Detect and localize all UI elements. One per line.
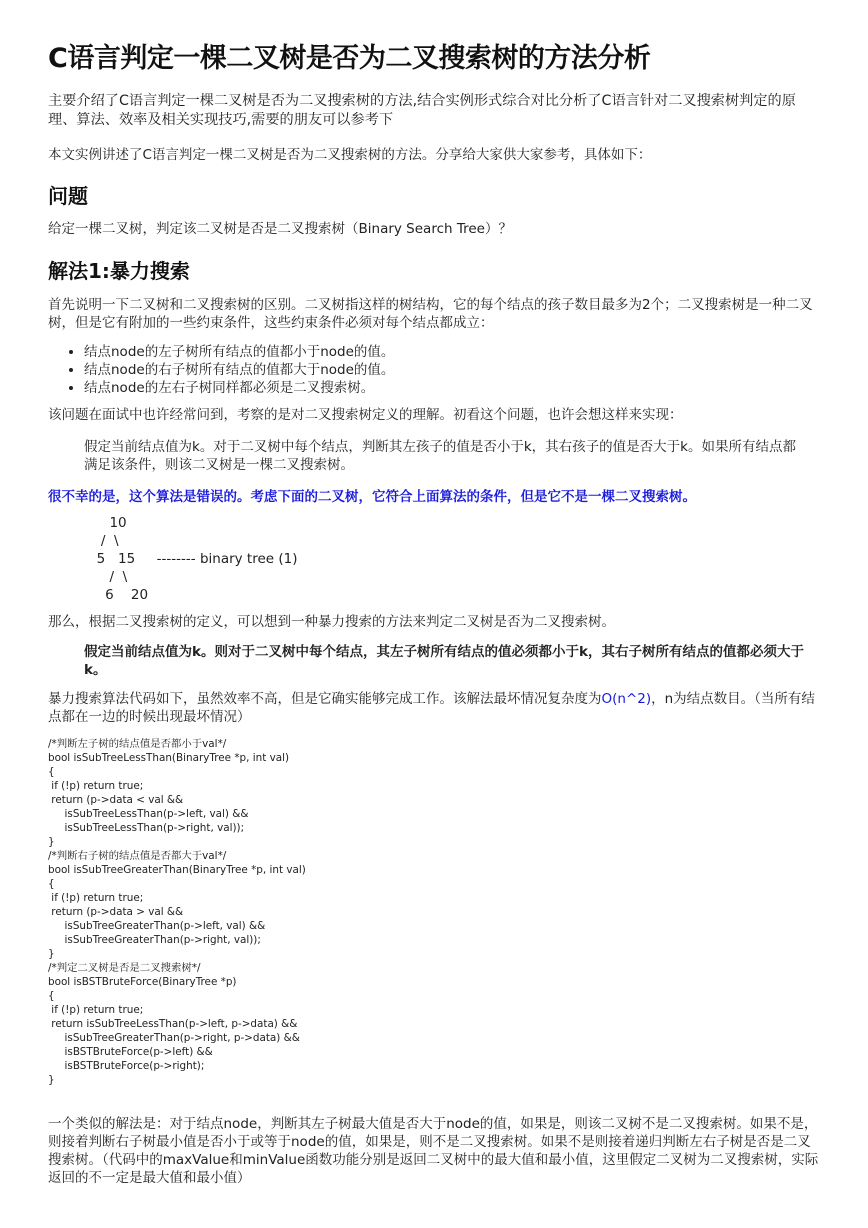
binary-tree-diagram: 10 / \ 5 15 -------- binary tree (1) / \ 6 20 — [96, 515, 298, 603]
problem-text: 给定一棵二叉树，判定该二叉树是否是二叉搜索树（Binary Search Tree）？ — [48, 221, 512, 237]
blockquote-brute-force-definition: 假定当前结点值为k。则对于二叉树中每个结点，其左子树所有结点的值必须都小于k，其右子树所有结点的值都必须大于k。 — [84, 644, 804, 678]
list-item: • 结点node的左右子树同样都必须是二叉搜索树。 — [84, 379, 394, 397]
article-intro: 本文实例讲述了C语言判定一棵二叉树是否为二叉搜索树的方法。分享给大家供大家参考，具体如下： — [48, 147, 652, 163]
para4-text-before: 暴力搜索算法代码如下，虽然效率不高，但是它确实能够完成工作。该解法最坏情况复杂度为 — [48, 691, 602, 707]
article-summary: 主要介绍了C语言判定一棵二叉树是否为二叉搜索树的方法,结合实例形式综合对比分析了C语言针对二叉搜索树判定的原理、算法、效率及相关实现技巧,需要的朋友可以参考下 — [48, 93, 796, 128]
bst-rules-list — [48, 343, 394, 397]
complexity-link[interactable]: O(n^2) — [601, 691, 652, 707]
section-heading-problem: 问题 — [48, 184, 88, 208]
page-title: C语言判定一棵二叉树是否为二叉搜索树的方法分析 — [48, 43, 651, 74]
list-item: • 结点node的右子树所有结点的值都大于node的值。 — [84, 361, 394, 379]
blockquote-naive-algorithm: 假定当前结点值为k。对于二叉树中每个结点，判断其左孩子的值是否小于k，其右孩子的值是否大于k。如果所有结点都满足该条件，则该二叉树是一棵二叉搜索树。 — [84, 439, 796, 473]
para4-text-after: ，n为结点数目。（当所有结点都在一边的时候出现最坏情况） — [48, 691, 815, 725]
section-heading-method1: 解法1:暴力搜索 — [48, 259, 190, 283]
method1-paragraph-1: 首先说明一下二叉树和二叉搜索树的区别。二叉树指这样的树结构，它的每个结点的孩子数目最多为2个；二叉搜索树是一种二叉树，但是它有附加的一些约束条件，这些约束条件必须对每个结点都成立： — [48, 297, 813, 331]
warning-text: 很不幸的是，这个算法是错误的。考虑下面的二叉树，它符合上面算法的条件，但是它不是一棵二叉搜索树。 — [48, 489, 696, 505]
method1-paragraph-3: 那么，根据二叉搜索树的定义，可以想到一种暴力搜索的方法来判定二叉树是否为二叉搜索树。 — [48, 614, 615, 630]
method1-paragraph-5: 一个类似的解法是：对于结点node，判断其左子树最大值是否大于node的值，如果是，则该二叉树不是二叉搜索树。如果不是，则接着判断右子树最小值是否小于或等于node的值，如果是，则不是二叉搜索树。如果不是则接着递归判断左右子树是否是二叉搜索树。（代码中的maxValue和minValue函数功能分别是返回二叉树中的最大值和最小值，这里假定二叉树为二叉搜索树，实际返回的不一定是最大值和最小值） — [48, 1116, 819, 1186]
code-block: /*判断左子树的结点值是否都小于val*/ bool isSubTreeLessThan(BinaryTree *p, int val) { if (!p) return true; return (p->data < val && isSubTreeLessThan(p->left, val) && isSubTreeLessThan(p->right, val)); } /*判断右子树的结点值是否都大于val*/ bool isSubTreeGreaterThan(BinaryTree *p, int val) { if (!p) return true; return (p->data > val && isSubTreeGreaterThan(p->left, val) && isSubTreeGreaterThan(p->right, val)); } /*判定二叉树是否是二叉搜索树*/ bool isBSTBruteForce(BinaryTree *p) { if (!p) return true; return isSubTreeLessThan(p->left, p->data) && isSubTreeGreaterThan(p->right, p->data) && isBSTBruteForce(p->left) && isBSTBruteForce(p->right); } — [48, 738, 306, 1086]
list-item: • 结点node的左子树所有结点的值都小于node的值。 — [84, 343, 394, 361]
method1-paragraph-2: 该问题在面试中也许经常问到，考察的是对二叉搜索树定义的理解。初看这个问题，也许会想这样来实现： — [48, 407, 683, 423]
method1-paragraph-4 — [48, 690, 820, 726]
